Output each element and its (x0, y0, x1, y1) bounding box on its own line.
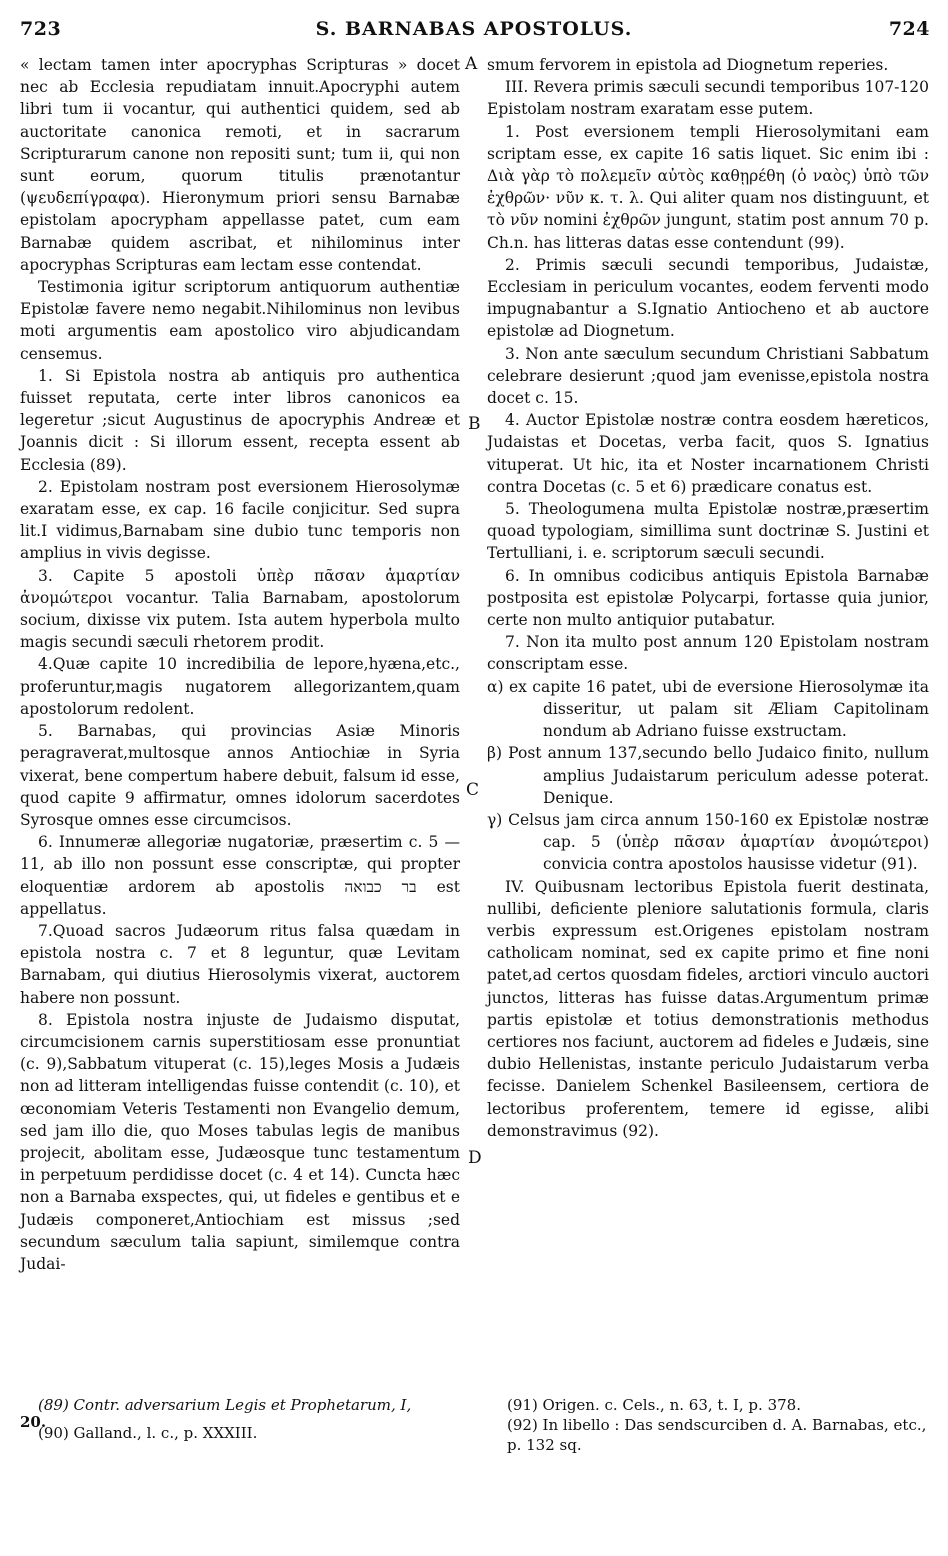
footnote-91: (91) Origen. c. Cels., n. 63, t. I, p. 378. (507, 1396, 801, 1414)
footnote-89: (89) Contr. adversarium Legis et Prophetarum, I, (38, 1396, 412, 1414)
paragraph: 5. Barnabas, qui provincias Asiæ Minoris peragraverat,multosque annos Antiochiæ in Syria vixerat, bene compertum habere debuit, falsum id esse, quod capite 9 affirmatur, omnes idolorum sacerdotes Syrosque omnes esse circumcisos. (20, 722, 460, 829)
paragraph: IV. Quibusnam lectoribus Epistola fuerit destinata, nullibi, deficiente pleniore salutationis formula, claris verbis expressum est.Origenes epistolam nostram catholicam nominat, sed ex capite primo et fine noni patet,ad certos quosdam fideles, arctiori vinculo auctori junctos, litteras has fuisse datas.Argumentum primæ partis epistolæ et totius demonstrationis methodus certiores nos faciunt, auctorem ad fideles e Judæis, sine dubio Hellenistas, instante periculo Judaistarum verba fecisse. Danielem Schenkel Basileensem, certiora de lectoribus proferentem, temere id egisse, alibi demonstravimus (92). (487, 877, 929, 1140)
paragraph: III. Revera primis sæculi secundi temporibus 107-120 Epistolam nostram exaratam esse putem. (487, 78, 929, 119)
paragraph: 1. Post eversionem templi Hierosolymitani eam scriptam esse, ex capite 16 satis liquet. Sic enim ibi : Διὰ γὰρ τὸ πολεμεῖν αὐτὸς καθῃρέθη (ὁ ναὸς) ὑπὸ τῶν ἐχθρῶν· νῦν κ. τ. λ. Qui aliter quam nos distinguunt, et τὸ νῦν nomini ἐχθρῶν jungunt, statim post annum 70 p. Ch.n. has litteras datas esse contendunt (99). (487, 122, 929, 252)
paragraph: 6. In omnibus codicibus antiquis Epistola Barnabæ postposita est epistolæ Polycarpi, fortasse quia junior, certe non multo antiquior putabatur. (487, 566, 929, 630)
margin-letter-b: B (468, 414, 481, 434)
paragraph: 2. Primis sæculi secundi temporibus, Judaistæ, Ecclesiam in periculum vocantes, eodem ferventi modo impugnabantur a S.Ignatio Antiocheno et ab auctore epistolæ ad Diognetum. (487, 255, 929, 341)
page-number-left: 723 (20, 18, 62, 40)
footnote-90: (90) Galland., l. c., p. XXXIII. (38, 1424, 258, 1442)
paragraph: 2. Epistolam nostram post eversionem Hierosolymæ exaratam esse, ex cap. 16 facile conjicitur. Sed supra lit.I vidimus,Barnabam sine dubio tunc temporis non amplius in vivis degisse. (20, 477, 460, 563)
margin-letter-c: C (466, 780, 480, 800)
footnote-92: (92) In libello : Das sendscurciben d. A. Barnabas, etc., p. 132 sq. (507, 1416, 927, 1454)
footnotes-left (38, 1395, 458, 1443)
paragraph: 6. Innumeræ allegoriæ nugatoriæ, præsertim c. 5 — 11, ab illo non possunt esse conscriptæ, qui propter eloquentiæ ardorem ab apostolis בר כבואה est appellatus. (20, 833, 460, 918)
running-title: S. BARNABAS APOSTOLUS. (315, 18, 633, 40)
paragraph: Testimonia igitur scriptorum antiquorum authentiæ Epistolæ favere nemo negabit.Nihilominus non levibus moti argumentis eam apostolico viro abjudicandam censemus. (20, 278, 460, 363)
list-item: α) ex capite 16 patet, ubi de eversione Hierosolymæ ita disseritur, ut palam sit Æliam Capitolinam nondum ab Adriano fuisse exstructam. (487, 677, 929, 741)
margin-letter-d: D (468, 1148, 482, 1168)
paragraph: 7. Non ita multo post annum 120 Epistolam nostram conscriptam esse. (487, 633, 929, 674)
left-column (20, 54, 460, 1275)
paragraph: 4.Quæ capite 10 incredibilia de lepore,hyæna,etc., proferuntur,magis nugatorem allegorizantem,quam apostolorum redolent. (20, 655, 460, 718)
paragraph: 4. Auctor Epistolæ nostræ contra eosdem hæreticos, Judaistas et Docetas, verba facit, quos S. Ignatius vituperat. Ut hic, ita et Noster incarnationem Christi contra Docetas (c. 5 et 6) prædicare conatus est. (487, 411, 929, 496)
right-column (487, 54, 929, 1142)
list-item: β) Post annum 137,secundo bello Judaico finito, nullum amplius Judaistarum periculum adesse poterat. Denique. (487, 744, 929, 807)
margin-letter-a: A (465, 54, 478, 74)
paragraph: 1. Si Epistola nostra ab antiquis pro authentica fuisset reputata, certe inter libros canonicos ea legeretur ;sicut Augustinus de apocryphis Andreæ et Joannis dicit : Si illorum essent, recepta essent ab Ecclesia (89). (20, 366, 460, 474)
paragraph: 3. Capite 5 apostoli ὑπὲρ πᾶσαν ἁμαρτίαν ἀνομώτεροι vocantur. Talia Barnabam, apostolorum socium, dixisse vix putem. Ista autem hyperbola multo magis secundi sæculi rhetorem prodit. (20, 566, 460, 652)
paragraph: 8. Epistola nostra injuste de Judaismo disputat, circumcisionem carnis superstitiosam esse pronuntiat (c. 9),Sabbatum vituperat (c. 15),leges Mosis a Judæis non ad litteram intelligendas fuisse contendit (c. 10), et œconomiam Veteris Testamenti non Evangelio demum, sed jam illo die, quo Moses tabulas legis de manibus projecit, abolitam esse, Judæosque tunc testamentum in perpetuum perdidisse docet (c. 4 et 14). Cuncta hæc non a Barnaba exspectes, qui, ut fideles e gentibus et e Judæis componeret,Antiochiam est missus ;sed secundum sæculum talia sapiunt, similemque contra Judai- (20, 1010, 460, 1273)
paragraph: 3. Non ante sæculum secundum Christiani Sabbatum celebrare desierunt ;quod jam evenisse,epistola nostra docet c. 15. (487, 344, 929, 408)
signature-mark: 20. (20, 1413, 47, 1431)
footnotes-right (507, 1395, 931, 1455)
list-item: γ) Celsus jam circa annum 150-160 ex Epistolæ nostræ cap. 5 (ὑπὲρ πᾶσαν ἁμαρτίαν ἀνομώτεροι) convicia contra apostolos hausisse videtur (91). (487, 810, 929, 874)
paragraph: smum fervorem in epistola ad Diognetum reperies. (487, 56, 889, 74)
paragraph: 7.Quoad sacros Judæorum ritus falsa quædam in epistola nostra c. 7 et 8 leguntur, quæ Levitam Barnabam, qui diutius Hierosolymis vixerat, auctorem habere non possunt. (20, 921, 460, 1007)
page-number-right: 724 (888, 18, 930, 40)
paragraph: « lectam tamen inter apocryphas Scripturas » docet nec ab Ecclesia repudiatam innuit.Apocryphi autem libri tum ii vocantur, qui authentici quidem, sed ab auctoritate canonica remoti, et in sacrarum Scripturarum canone non repositi sunt; tum ii, qui non sunt eorum, quorum titulis prænotantur (ψευδεπίγραφα). Hieronymum priori sensu Barnabæ epistolam apocrypham appellasse patet, cum eam Barnabæ quidem ascribat, et nihilominus inter apocryphas Scripturas eam lectam esse contendat. (20, 56, 460, 274)
paragraph: 5. Theologumena multa Epistolæ nostræ,præsertim quoad typologiam, simillima sunt doctrinæ S. Justini et Tertulliani, i. e. scriptorum sæculi secundi. (487, 500, 929, 563)
